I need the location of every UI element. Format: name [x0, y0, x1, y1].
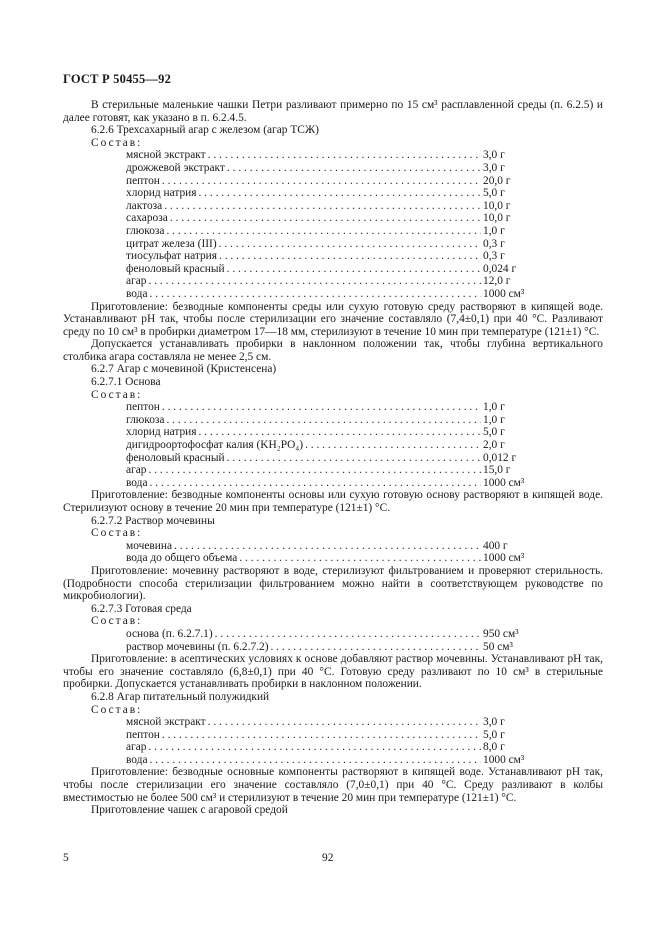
ingredient-amount: 5,0 г	[483, 728, 505, 741]
composition-row	[63, 628, 538, 641]
paragraph: В стерильные маленькие чашки Петри разливают примерно по 15 см³ расплавленной среды (п. 6.2.5) и далее готовят, как указано в п. 6.2.4.5.	[63, 99, 603, 124]
leader-dots	[305, 439, 481, 452]
composition-row	[63, 439, 538, 452]
paragraph: Приготовление: безводные основные компоненты растворяют в кипящей воде. Устанавливают pH так, чтобы после стерилизации его значение составляло (7,0±0,1) при 40 °С. Среду разливают в колбы вместимостью не более 500 см³ и стерилизуют в течение 20 мин при температуре (121±1) °С.	[63, 766, 603, 804]
paragraph: Допускается устанавливать пробирки в наклонном положении так, чтобы глубина вертикального столбика агара составляла не менее 2,5 см.	[63, 338, 603, 363]
leader-dots	[148, 741, 481, 754]
leader-dots	[199, 187, 481, 200]
ingredient-name: агар	[126, 275, 147, 288]
composition-row	[63, 149, 538, 162]
leader-dots	[227, 263, 481, 276]
leader-dots	[148, 464, 481, 477]
ingredient-amount: 8,0 г	[483, 741, 505, 754]
ingredient-amount: 12,0 г	[483, 275, 511, 288]
ingredient-name: вода	[126, 287, 148, 300]
ingredient-amount: 1,0 г	[483, 224, 505, 237]
ingredient-name: пептон	[126, 174, 160, 187]
ingredient-name: мясной экстракт	[126, 149, 206, 162]
ingredient-amount: 400 г	[483, 539, 508, 552]
leader-dots	[150, 754, 481, 767]
ingredient-amount: 3,0 г	[483, 161, 505, 174]
leader-dots	[174, 540, 481, 553]
page-number: 92	[322, 852, 334, 864]
leader-dots	[208, 716, 481, 729]
paragraph: Приготовление: безводные компоненты среды или сухую готовую среду растворяют в кипящей воде. Устанавливают pH так, чтобы после стерилизации его значение составляло (7,4±0,1) при 40 °С. Разливают среду по 10 см³ в пробирки диаметром 17—18 мм, стерилизуют в течение 10 мин при температуре (121±1) °С.	[63, 300, 603, 338]
leader-dots	[219, 250, 481, 263]
composition-label: Состав:	[91, 703, 143, 716]
ingredient-name: основа (п. 6.2.7.1)	[126, 627, 213, 640]
ingredient-amount: 1000 см³	[483, 753, 525, 766]
ingredient-amount: 0,024 г	[483, 262, 517, 275]
composition-row	[63, 238, 538, 251]
composition-row	[63, 288, 538, 301]
document-body	[63, 99, 603, 817]
composition-row	[63, 477, 538, 490]
ingredient-name: пептон	[126, 401, 160, 414]
composition-row	[63, 552, 538, 565]
composition-label: Состав:	[91, 527, 143, 540]
paragraph: Приготовление: безводные компоненты основы или сухую готовую основу растворяют в кипящей воде. Стерилизуют основу в течение 20 мин при температуре (121±1) °С.	[63, 489, 603, 514]
ingredient-name: вода до общего объема	[126, 552, 238, 565]
ingredient-amount: 20,0 г	[483, 174, 511, 187]
ingredient-name: дрожжевой экстракт	[126, 161, 225, 174]
leader-dots	[239, 552, 481, 565]
ingredient-amount: 5,0 г	[483, 187, 505, 200]
composition-label: Состав:	[91, 615, 143, 628]
ingredient-amount: 1000 см³	[483, 476, 525, 489]
ingredient-name: пептон	[126, 728, 160, 741]
composition-row	[63, 729, 538, 742]
composition-row	[63, 175, 538, 188]
leader-dots	[162, 175, 481, 188]
ingredient-name: хлорид натрия	[126, 187, 197, 200]
section-heading: 6.2.7.3 Готовая среда	[91, 602, 192, 615]
ingredient-amount: 15,0 г	[483, 464, 511, 477]
leader-dots	[215, 628, 481, 641]
composition-row	[63, 263, 538, 276]
leader-dots	[167, 414, 482, 427]
ingredient-name: раствор мочевины (п. 6.2.7.2)	[126, 640, 269, 653]
composition-row	[63, 275, 538, 288]
section-heading: 6.2.7.1 Основа	[91, 376, 161, 389]
composition-row	[63, 464, 538, 477]
section-heading: 6.2.6 Трехсахарный агар с железом (агар ТСЖ)	[91, 124, 319, 137]
ingredient-amount: 50 см³	[483, 640, 513, 653]
ingredient-name: мочевина	[126, 539, 173, 552]
composition-row	[63, 641, 538, 654]
leader-dots	[150, 477, 481, 490]
composition-row	[63, 187, 538, 200]
composition-row	[63, 162, 538, 175]
ingredient-amount: 2,0 г	[483, 439, 505, 452]
composition-label: Состав:	[91, 388, 143, 401]
composition-row	[63, 716, 538, 729]
leader-dots	[199, 426, 481, 439]
leader-dots	[227, 162, 481, 175]
ingredient-amount: 1,0 г	[483, 401, 505, 414]
footer-left-number: 5	[63, 852, 69, 864]
ingredient-name: агар	[126, 741, 147, 754]
composition-row	[63, 741, 538, 754]
ingredient-name: хлорид натрия	[126, 426, 197, 439]
section-heading: 6.2.7.2 Раствор мочевины	[91, 514, 215, 527]
ingredient-amount: 5,0 г	[483, 426, 505, 439]
composition-row	[63, 225, 538, 238]
ingredient-name: тиосульфат натрия	[126, 250, 218, 263]
composition-row	[63, 754, 538, 767]
leader-dots	[148, 275, 481, 288]
ingredient-amount: 1000 см³	[483, 552, 525, 565]
leader-dots	[162, 729, 481, 742]
ingredient-name: лактоза	[126, 199, 163, 212]
section-heading: 6.2.8 Агар питательный полужидкий	[91, 690, 270, 703]
section-heading: Приготовление чашек с агаровой средой	[91, 804, 288, 817]
leader-dots	[219, 238, 481, 251]
composition-row	[63, 200, 538, 213]
ingredient-name: вода	[126, 476, 148, 489]
paragraph: Приготовление: в асептических условиях к основе добавляют раствор мочевины. Устанавливают pH так, чтобы его значение составляло (6,8±0,1) при 40 °С. Готовую среду разливают по 10 см³ в стерильные пробирки. Допускается устанавливать пробирки в наклонном положении.	[63, 653, 603, 691]
ingredient-name: сахароза	[126, 212, 168, 225]
leader-dots	[227, 452, 481, 465]
composition-row	[63, 250, 538, 263]
document-header: ГОСТ Р 50455—92	[63, 72, 172, 86]
ingredient-name: агар	[126, 464, 147, 477]
leader-dots	[164, 200, 481, 213]
ingredient-name: цитрат железа (III)	[126, 237, 217, 250]
ingredient-amount: 0,3 г	[483, 237, 505, 250]
composition-label: Состав:	[91, 136, 143, 149]
leader-dots	[150, 288, 481, 301]
composition-row	[63, 426, 538, 439]
ingredient-name: мясной экстракт	[126, 716, 206, 729]
composition-row	[63, 414, 538, 427]
ingredient-name: феноловый красный	[126, 451, 225, 464]
ingredient-amount: 3,0 г	[483, 716, 505, 729]
ingredient-amount: 3,0 г	[483, 149, 505, 162]
composition-row	[63, 540, 538, 553]
leader-dots	[208, 149, 481, 162]
ingredient-name: глюкоза	[126, 224, 165, 237]
ingredient-name: дигидроортофосфат калия (KH₂PO₄)	[126, 439, 304, 452]
ingredient-amount: 950 см³	[483, 627, 519, 640]
leader-dots	[170, 212, 481, 225]
composition-row	[63, 452, 538, 465]
ingredient-amount: 10,0 г	[483, 199, 511, 212]
leader-dots	[162, 401, 481, 414]
composition-row	[63, 401, 538, 414]
section-heading: 6.2.7 Агар с мочевиной (Кристенсена)	[91, 363, 277, 376]
ingredient-amount: 0,3 г	[483, 250, 505, 263]
ingredient-amount: 0,012 г	[483, 451, 517, 464]
leader-dots	[167, 225, 482, 238]
ingredient-amount: 1000 см³	[483, 287, 525, 300]
ingredient-amount: 10,0 г	[483, 212, 511, 225]
composition-row	[63, 212, 538, 225]
paragraph: Приготовление: мочевину растворяют в воде, стерилизуют фильтрованием и проверяют стерильность. (Подробности способа стерилизации фильтрованием можно найти в соответствующем руководстве по микробиологии).	[63, 564, 603, 603]
ingredient-name: глюкоза	[126, 413, 165, 426]
ingredient-amount: 1,0 г	[483, 413, 505, 426]
leader-dots	[271, 641, 482, 654]
ingredient-name: феноловый красный	[126, 262, 225, 275]
ingredient-name: вода	[126, 753, 148, 766]
